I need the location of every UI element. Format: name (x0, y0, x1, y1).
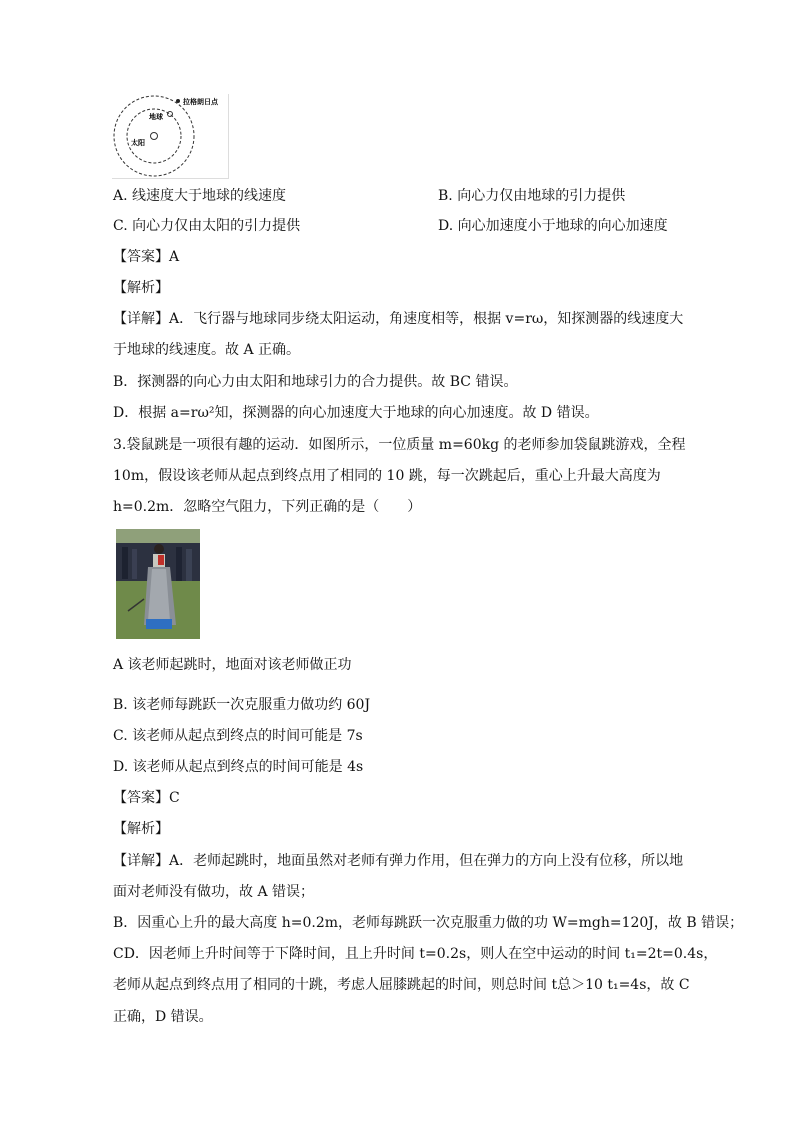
q2-option-a: A. 线速度大于地球的线速度 (113, 188, 287, 204)
sun-icon (151, 133, 158, 140)
earth-label: 地球 (149, 113, 163, 121)
q2-option-d: D. 向心加速度小于地球的向心加速度 (438, 218, 668, 234)
earth-icon (168, 112, 173, 117)
q2-analysis-heading: 【解析】 (113, 280, 169, 296)
q3-option-a: A 该老师起跳时，地面对该老师做正功 (113, 657, 352, 673)
q3-option-b: B. 该老师每跳跃一次克服重力做功约 60J (113, 697, 371, 713)
q2-options-row-2 (113, 216, 693, 236)
q2-options-row-1 (113, 186, 693, 206)
lagrange-label: 拉格朗日点 (183, 98, 218, 106)
q2-detail-line: 【详解】A．飞行器与地球同步绕太阳运动，角速度相等，根据 v=rω，知探测器的线速度大 (113, 311, 684, 327)
lagrange-point-icon (176, 99, 180, 103)
q3-detail-line: 老师从起点到终点用了相同的十跳，考虑人屈膝跳起的时间，则总时间 t总＞10 t₁=4s，故 C (113, 977, 690, 993)
q3-stem-line: h=0.2m．忽略空气阻力，下列正确的是（ ） (113, 499, 422, 515)
sun-label: 太阳 (131, 139, 145, 147)
q2-answer: 【答案】A (113, 249, 180, 265)
orbit-diagram (112, 94, 229, 179)
q3-option-c: C. 该老师从起点到终点的时间可能是 7s (113, 728, 363, 744)
q2-option-c: C. 向心力仅由太阳的引力提供 (113, 218, 301, 234)
q3-detail-line: CD．因老师上升时间等于下降时间，且上升时间 t=0.2s，则人在空中运动的时间 t₁=2t=0.4s， (113, 946, 718, 962)
q2-detail-line: D．根据 a=rω²知，探测器的向心加速度大于地球的向心加速度。故 D 错误。 (113, 405, 599, 421)
q2-detail-line: 于地球的线速度。故 A 正确。 (113, 342, 301, 358)
sack-race-photo (116, 529, 200, 639)
q3-detail-line: B．因重心上升的最大高度 h=0.2m，老师每跳跃一次克服重力做的功 W=mgh=120J，故 B 错误； (113, 915, 744, 931)
q3-stem-line: 10m，假设该老师从起点到终点用了相同的 10 跳，每一次跳起后，重心上升最大高度为 (113, 468, 661, 484)
q3-detail-line: 【详解】A．老师起跳时，地面虽然对老师有弹力作用，但在弹力的方向上没有位移，所以地 (113, 853, 684, 869)
q3-detail-line: 正确，D 错误。 (113, 1009, 213, 1025)
q3-detail-line: 面对老师没有做功，故 A 错误； (113, 884, 315, 900)
q3-option-d: D. 该老师从起点到终点的时间可能是 4s (113, 759, 364, 775)
outer-orbit (114, 96, 194, 176)
q3-stem-line: 3.袋鼠跳是一项很有趣的运动．如图所示，一位质量 m=60kg 的老师参加袋鼠跳游戏，全程 (113, 437, 686, 453)
q2-option-b: B. 向心力仅由地球的引力提供 (438, 188, 626, 204)
q2-detail-line: B．探测器的向心力由太阳和地球引力的合力提供。故 BC 错误。 (113, 374, 518, 390)
q3-analysis-heading: 【解析】 (113, 821, 169, 837)
q3-answer: 【答案】C (113, 790, 180, 806)
